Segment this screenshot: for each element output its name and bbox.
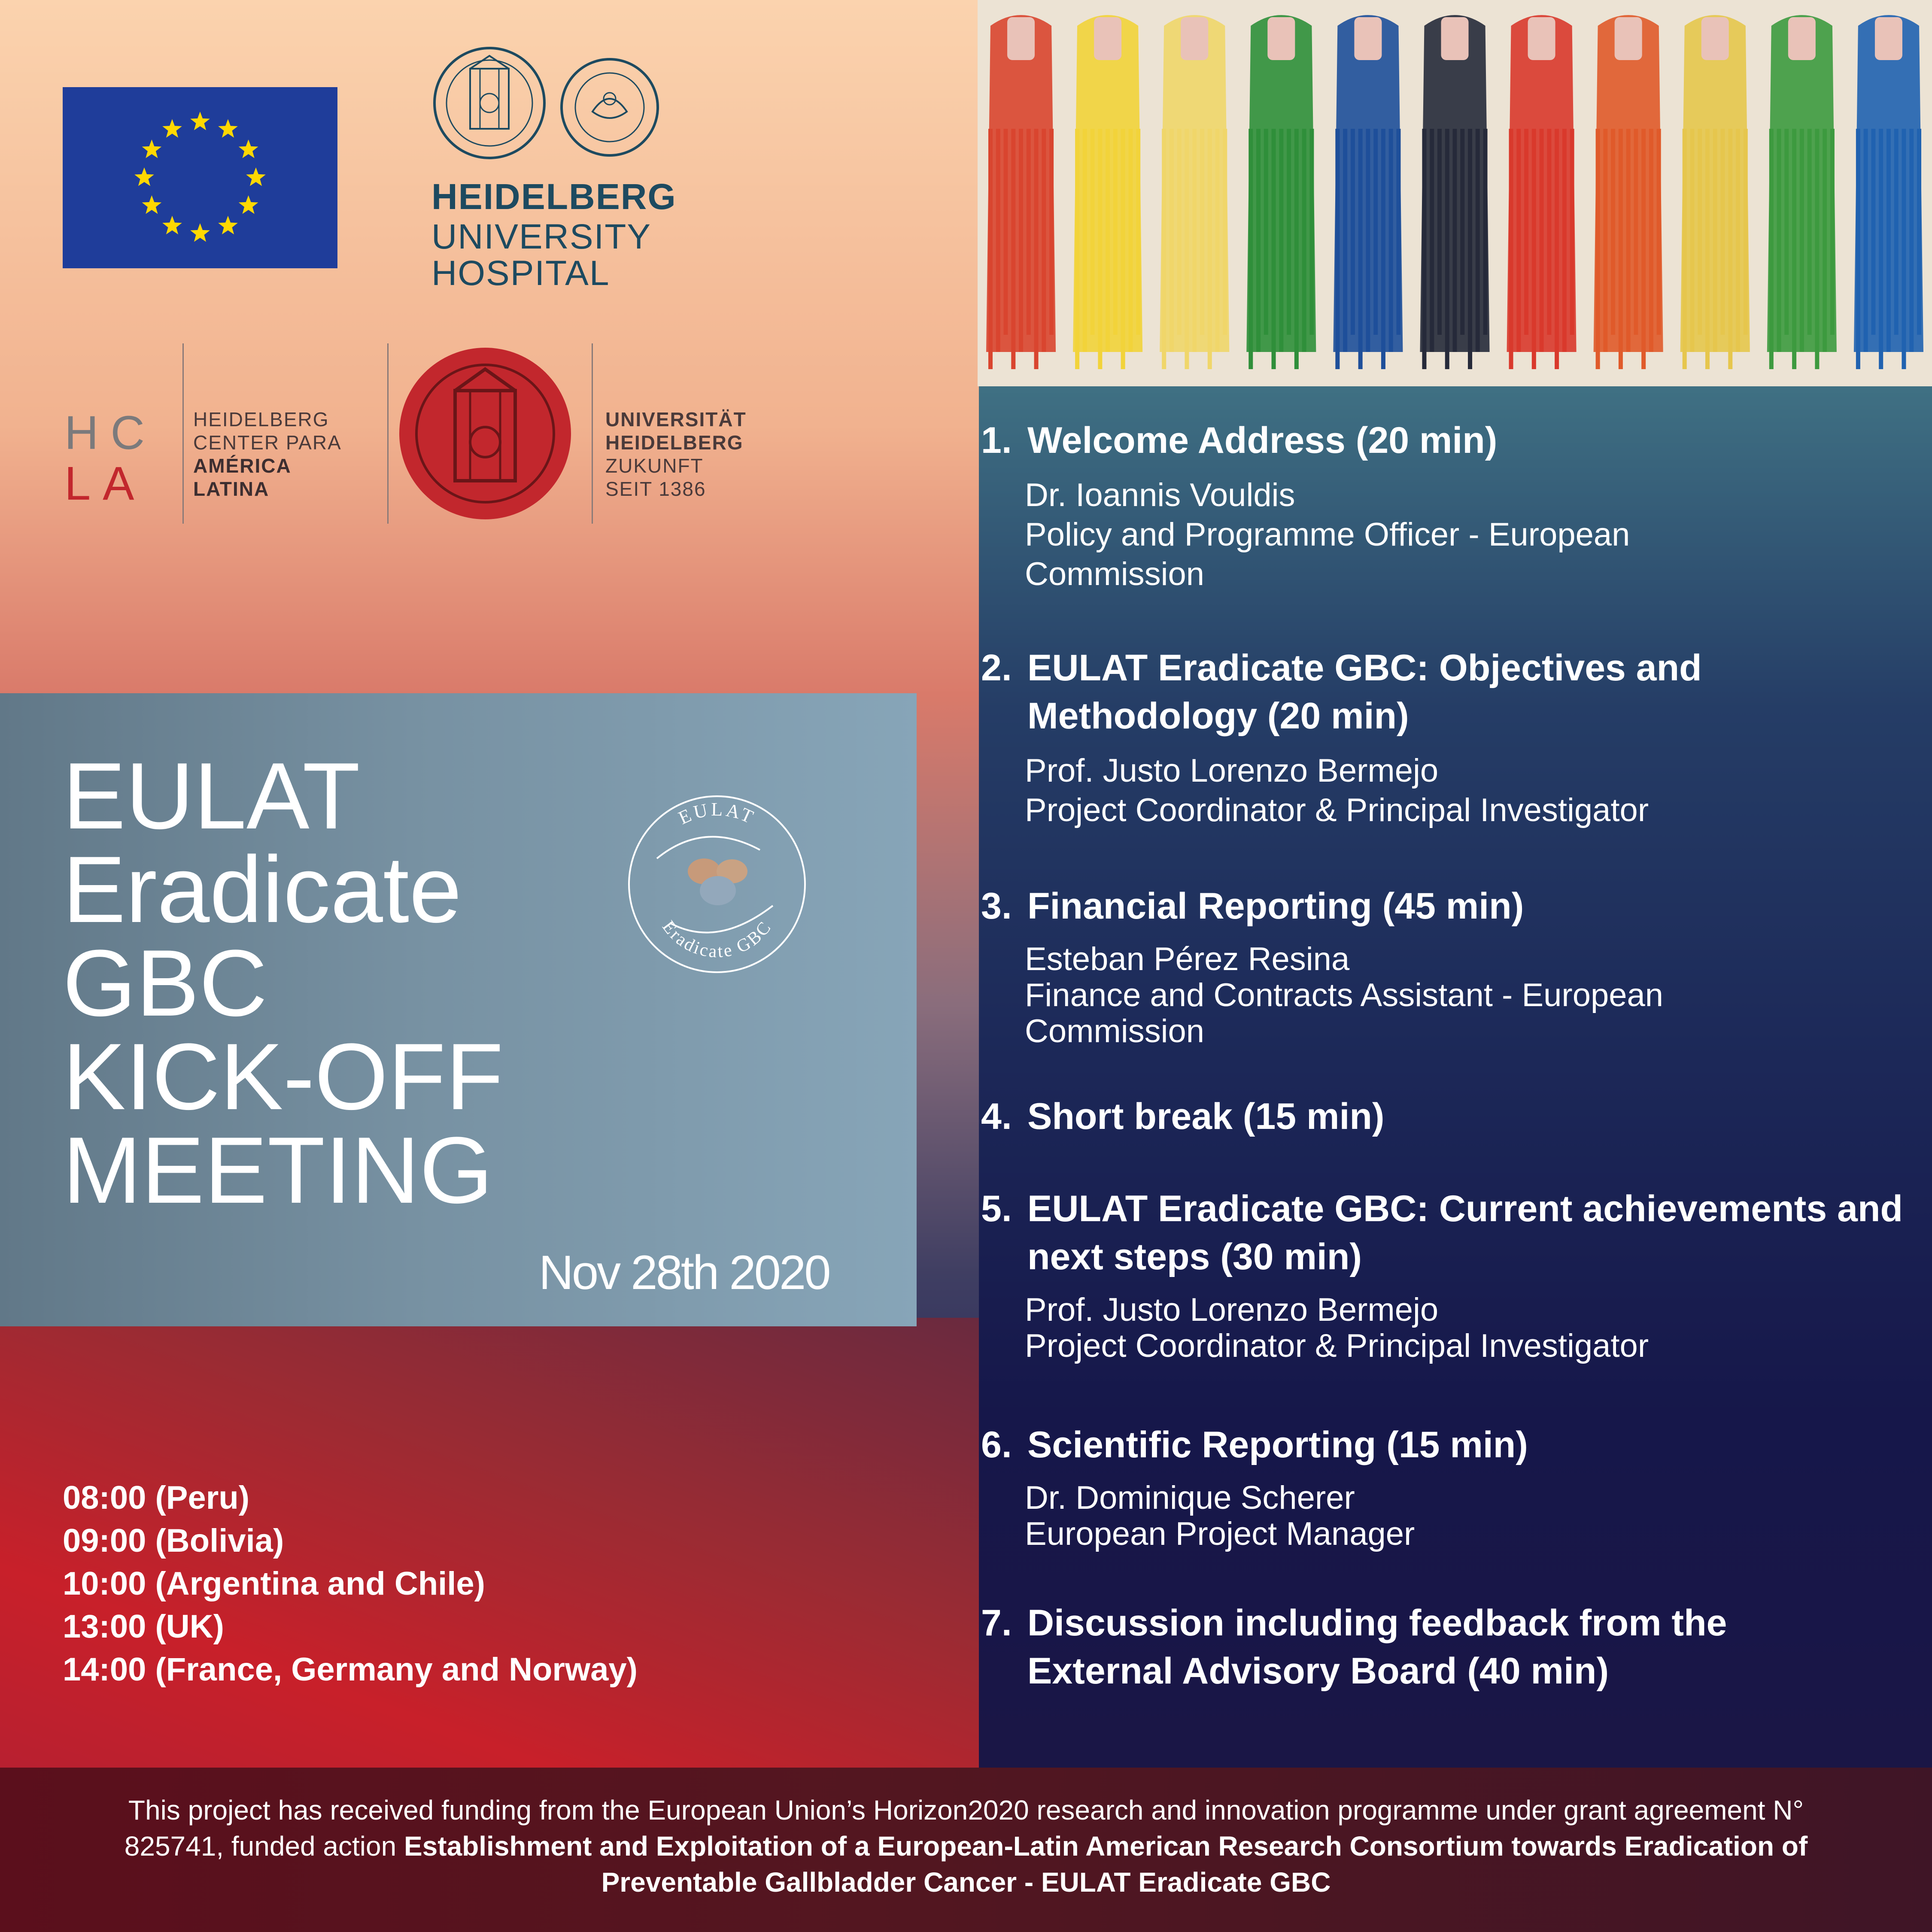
agenda-item-title [981, 882, 1904, 930]
agenda-item [981, 416, 1904, 594]
agenda-item-number: 2. [981, 647, 1012, 688]
agenda-item-number: 1. [981, 420, 1012, 461]
agenda-item-number: 6. [981, 1424, 1012, 1465]
artwork-image [978, 0, 1932, 386]
hcla-name-line2: CENTER PARA [193, 431, 342, 454]
divider [592, 343, 593, 524]
agenda-item [981, 882, 1904, 1049]
hcla-letters-top: HC [64, 406, 157, 459]
agenda-item-speaker [981, 476, 1904, 594]
agenda-item-number: 5. [981, 1188, 1012, 1229]
uni-name-line1: UNIVERSITÄT [605, 408, 747, 431]
painted-face [1267, 17, 1295, 60]
painted-figures-image [978, 0, 1932, 386]
agenda-item-speaker [981, 941, 1904, 1049]
eu-stars-icon [63, 87, 337, 268]
hcla-name-line3: AMÉRICA [193, 455, 292, 477]
agenda-item-heading: EULAT Eradicate GBC: Objectives and Methodology (20 min) [1027, 647, 1702, 737]
uni-name-line2: HEIDELBERG [605, 431, 744, 454]
speaker-name: Prof. Justo Lorenzo Bermejo [1025, 1292, 1439, 1328]
time-zone-item: 10:00 (Argentina and Chile) [63, 1565, 485, 1602]
agenda-item-title [981, 416, 1904, 464]
funding-statement [107, 1792, 1825, 1900]
agenda-item-heading: Scientific Reporting (15 min) [1027, 1424, 1528, 1465]
agenda-item-title [981, 1421, 1904, 1469]
painted-face [1441, 17, 1469, 60]
divider [182, 343, 184, 524]
speaker-name: Esteban Pérez Resina [1025, 941, 1350, 977]
speaker-name: Dr. Ioannis Vouldis [1025, 477, 1295, 513]
hcla-name-line1: HEIDELBERG [193, 408, 329, 431]
agenda-item-heading: Short break (15 min) [1027, 1096, 1385, 1137]
painted-face [1788, 17, 1816, 60]
agenda-item-speaker [981, 1480, 1904, 1552]
svg-text:EULAT [675, 799, 759, 828]
title-line: GBC [63, 930, 267, 1036]
agenda-item-title [981, 644, 1904, 740]
agenda-item [981, 644, 1904, 830]
agenda-item-title [981, 1599, 1843, 1695]
uni-name-line4: SEIT 1386 [605, 478, 706, 500]
title-line: KICK-OFF [63, 1024, 504, 1129]
title-line: EULAT [63, 743, 360, 849]
funding-statement-action: Establishment and Exploitation of a European-Latin American Research Consortium towards Eradication of Preventable Gallbladder Cancer - EULAT Eradicate GBC [404, 1831, 1808, 1898]
heidelberg-seals-icon [429, 43, 670, 163]
agenda-item-number: 4. [981, 1096, 1012, 1137]
eulat-eradicate-logo [618, 786, 816, 983]
logo-arc-bottom-text: Eradicate GBC [658, 917, 776, 962]
hospital-name-line3: HOSPITAL [431, 254, 610, 293]
agenda-item-number: 7. [981, 1602, 1012, 1644]
time-zone-item: 13:00 (UK) [63, 1608, 224, 1645]
speaker-name: Dr. Dominique Scherer [1025, 1480, 1355, 1516]
painted-face [1875, 17, 1902, 60]
event-date: Nov 28th 2020 [539, 1246, 829, 1299]
painted-face [1701, 17, 1729, 60]
painted-face [1094, 17, 1121, 60]
logo-arc-top-text: EULAT [675, 798, 759, 829]
agenda-item [981, 1421, 1904, 1552]
hcla-name [193, 408, 342, 500]
university-name [605, 408, 747, 500]
eu-flag-logo [63, 87, 337, 268]
speaker-role: Policy and Programme Officer - European Commission [1025, 516, 1630, 592]
agenda-item-speaker [981, 1292, 1904, 1364]
title-line: MEETING [63, 1117, 493, 1223]
svg-text:Eradicate GBC [658, 917, 776, 961]
hospital-name-line2: UNIVERSITY [431, 217, 652, 256]
speaker-role: European Project Manager [1025, 1516, 1415, 1552]
hospital-name-line1: HEIDELBERG [431, 176, 677, 217]
agenda-item [981, 1185, 1904, 1364]
agenda-item-heading: EULAT Eradicate GBC: Current achievements and next steps (30 min) [1027, 1188, 1903, 1277]
agenda-item [981, 1092, 1904, 1140]
time-zone-item: 14:00 (France, Germany and Norway) [63, 1651, 638, 1688]
painted-face [1181, 17, 1208, 60]
agenda-item-heading: Financial Reporting (45 min) [1027, 886, 1524, 927]
agenda-item [981, 1599, 1904, 1695]
university-seal-icon [395, 343, 575, 524]
speaker-role: Project Coordinator & Principal Investigator [1025, 792, 1649, 828]
speaker-role: Finance and Contracts Assistant - European Commission [1025, 977, 1664, 1049]
uni-name-line3: ZUKUNFT [605, 455, 704, 477]
agenda-item-heading: Welcome Address (20 min) [1027, 420, 1498, 461]
time-zone-item: 09:00 (Bolivia) [63, 1523, 284, 1559]
agenda-item-heading: Discussion including feedback from the External Advisory Board (40 min) [1027, 1602, 1727, 1692]
painted-face [1528, 17, 1555, 60]
agenda-item-title [981, 1092, 1904, 1140]
agenda-item-number: 3. [981, 886, 1012, 927]
speaker-role: Project Coordinator & Principal Investigator [1025, 1328, 1649, 1364]
painted-face [1354, 17, 1382, 60]
event-title [63, 743, 621, 1223]
painted-face [1007, 17, 1035, 60]
divider [387, 343, 389, 524]
hcla-name-line4: LATINA [193, 478, 270, 500]
funding-statement-plain: This project has received funding from the European Union’s Horizon2020 research and innovation programme under grant agreement N° 825741, funded action [124, 1795, 1804, 1862]
agenda-item-speaker [981, 751, 1904, 830]
time-zones-list [63, 1477, 638, 1691]
title-line: Eradicate [63, 837, 462, 942]
agenda-item-title [981, 1185, 1904, 1281]
speaker-name: Prof. Justo Lorenzo Bermejo [1025, 752, 1439, 789]
hcla-university-logos [64, 343, 773, 524]
time-zone-item: 08:00 (Peru) [63, 1480, 250, 1516]
painted-face [1615, 17, 1642, 60]
hcla-letters-bottom: LA [64, 457, 146, 510]
hcla-logo [64, 408, 157, 509]
